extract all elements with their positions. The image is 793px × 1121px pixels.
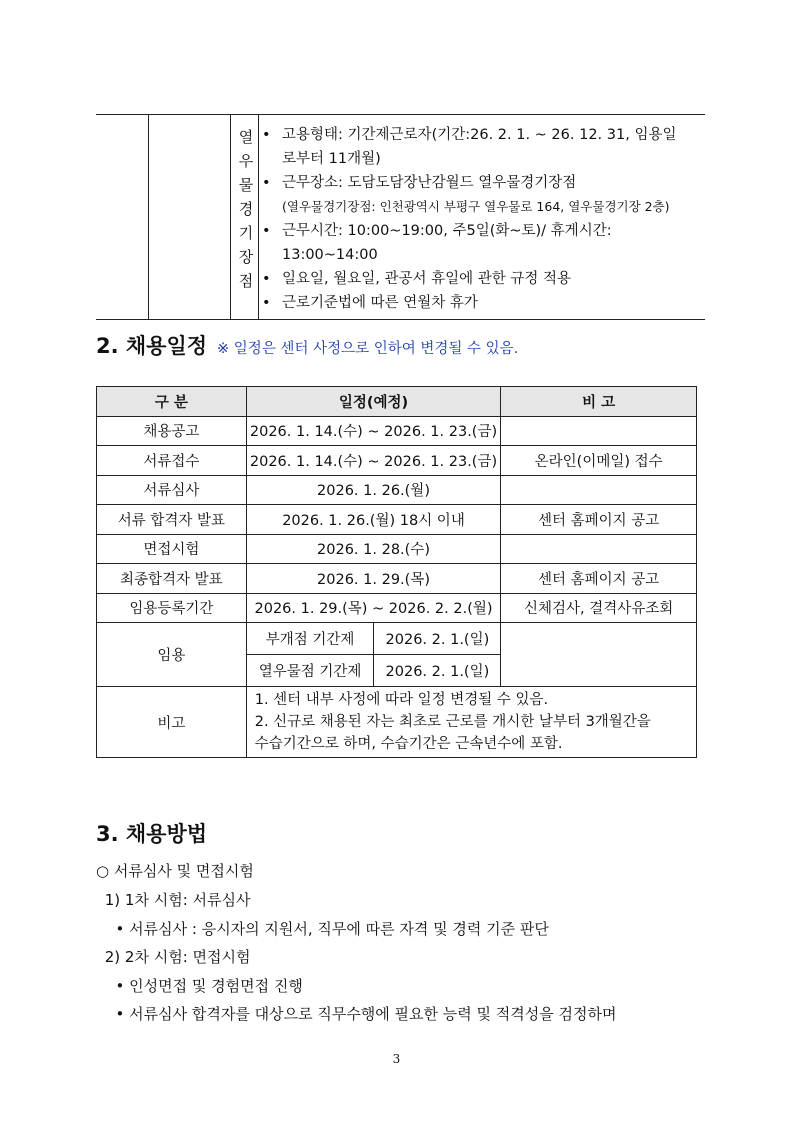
- appointment-row: [97, 623, 697, 655]
- condition-bullet: [260, 291, 700, 315]
- row-remark: 온라인(이메일) 접수: [501, 446, 697, 476]
- row-date: 2026. 1. 29.(목): [246, 564, 501, 594]
- row-remark: [501, 534, 697, 564]
- schedule-table: [96, 386, 697, 758]
- condition-bullet: [260, 123, 700, 171]
- bullet-text: 근무장소: 도담도담장난감월드 열우물경기장점: [282, 175, 577, 191]
- header-category: 구 분: [97, 387, 247, 417]
- job-conditions-table: [96, 114, 705, 320]
- row-date: 2026. 1. 29.(목) ~ 2026. 2. 2.(월): [246, 593, 501, 623]
- vertical-char: 장: [238, 248, 254, 266]
- bullet-text: 근무시간: 10:00~19:00, 주5일(화~토)/ 휴게시간: 13:00~14:00: [282, 223, 612, 263]
- vertical-char: 기: [238, 224, 254, 242]
- row-remark: 센터 홈페이지 공고: [501, 505, 697, 535]
- bullet-icon: •: [262, 271, 271, 287]
- row-remark: 센터 홈페이지 공고: [501, 564, 697, 594]
- schedule-note: ※ 일정은 센터 사정으로 인하여 변경될 수 있음.: [217, 341, 519, 357]
- schedule-row: [97, 475, 697, 505]
- job-conditions-list: [260, 123, 700, 315]
- bullet-text: 로부터 11개월): [282, 151, 381, 167]
- remarks-line: 1. 센터 내부 사정에 따라 일정 변경될 수 있음.: [254, 692, 549, 708]
- remarks-content: [246, 687, 696, 758]
- vertical-char: 점: [238, 272, 254, 290]
- appointment-date: 2026. 2. 1.(일): [374, 623, 501, 655]
- branch-vertical-label: [236, 125, 256, 293]
- row-label: 채용공고: [97, 416, 247, 446]
- method-line: • 서류심사 합격자를 대상으로 직무수행에 필요한 능력 및 적격성을 검정하며: [106, 1005, 617, 1023]
- header-date: 일정(예정): [246, 387, 501, 417]
- vertical-char: 열: [238, 128, 254, 146]
- schedule-row: [97, 505, 697, 535]
- vertical-char: 우: [238, 152, 254, 170]
- schedule-row: [97, 564, 697, 594]
- schedule-row: [97, 593, 697, 623]
- bullet-icon: •: [262, 223, 271, 239]
- row-label: 면접시험: [97, 534, 247, 564]
- condition-bullet: [260, 267, 700, 291]
- row-remark: [501, 475, 697, 505]
- bullet-text: 고용형태: 기간제근로자(기간:26. 2. 1. ~ 26. 12. 31, 임용일: [282, 127, 677, 143]
- row-date: 2026. 1. 28.(수): [246, 534, 501, 564]
- row-date: 2026. 1. 26.(월): [246, 475, 501, 505]
- remarks-line: 2. 신규로 채용된 자는 최초로 근로를 개시한 날부터 3개월간을: [254, 714, 651, 730]
- method-line: • 서류심사 : 응시자의 지원서, 직무에 따른 자격 및 경력 기준 판단: [106, 920, 549, 938]
- bullet-text: 일요일, 월요일, 관공서 휴일에 관한 규정 적용: [282, 271, 571, 287]
- condition-bullet: [260, 219, 700, 267]
- row-label: 최종합격자 발표: [97, 564, 247, 594]
- row-date: 2026. 1. 14.(수) ~ 2026. 1. 23.(금): [246, 416, 501, 446]
- sub-note: [260, 195, 700, 219]
- page-number: 3: [392, 1052, 401, 1066]
- schedule-header-row: [97, 387, 697, 417]
- vertical-char: 물: [238, 176, 254, 194]
- condition-bullet: [260, 171, 700, 195]
- schedule-row: [97, 534, 697, 564]
- bullet-icon: •: [262, 127, 271, 143]
- appointment-type: 열우물점 기간제: [246, 655, 374, 687]
- appointment-label: 임용: [97, 623, 247, 687]
- bullet-text: 근로기준법에 따른 연월차 휴가: [282, 295, 478, 311]
- method-line: ○ 서류심사 및 면접시험: [96, 862, 254, 880]
- method-line: 2) 2차 시험: 면접시험: [100, 948, 251, 966]
- section3-title: 3. 채용방법: [96, 822, 208, 846]
- appointment-date: 2026. 2. 1.(일): [374, 655, 501, 687]
- row-label: 서류심사: [97, 475, 247, 505]
- vertical-char: 경: [238, 200, 254, 218]
- appointment-type: 부개점 기간제: [246, 623, 374, 655]
- section2-heading: [96, 330, 518, 360]
- row-label: 서류 합격자 발표: [97, 505, 247, 535]
- row-date: 2026. 1. 26.(월) 18시 이내: [246, 505, 501, 535]
- schedule-row: [97, 446, 697, 476]
- bullet-icon: •: [262, 295, 271, 311]
- bullet-text: (열우물경기장점: 인천광역시 부평구 열우물로 164, 열우물경기장 2층): [282, 199, 670, 214]
- remarks-row: [97, 687, 697, 758]
- remarks-label: 비고: [97, 687, 247, 758]
- row-label: 임용등록기간: [97, 593, 247, 623]
- row-date: 2026. 1. 14.(수) ~ 2026. 1. 23.(금): [246, 446, 501, 476]
- bullet-icon: •: [262, 175, 271, 191]
- row-remark: 신체검사, 결격사유조회: [501, 593, 697, 623]
- method-line: 1) 1차 시험: 서류심사: [100, 891, 251, 909]
- remarks-line: 수습기간으로 하며, 수습기간은 근속년수에 포함.: [254, 736, 563, 752]
- method-line: • 인성면접 및 경험면접 진행: [106, 977, 303, 995]
- row-label: 서류접수: [97, 446, 247, 476]
- row-remark: [501, 416, 697, 446]
- section2-title: 2. 채용일정: [96, 334, 208, 358]
- schedule-row: [97, 416, 697, 446]
- appointment-remark: [501, 623, 697, 687]
- header-remark: 비 고: [501, 387, 697, 417]
